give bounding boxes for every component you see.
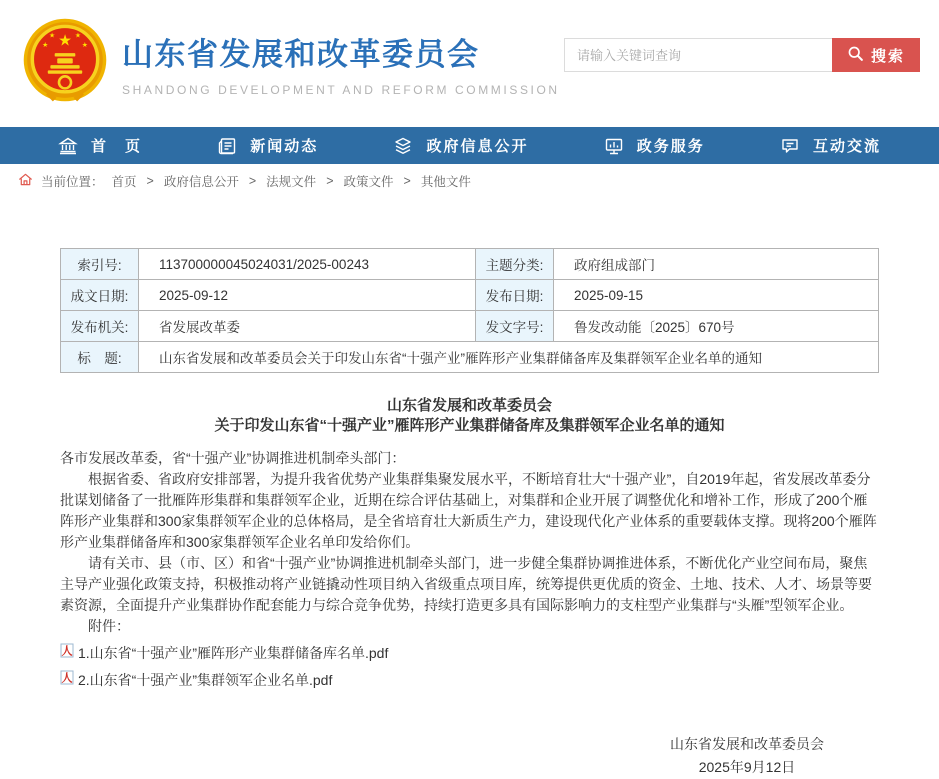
attachments-list [60, 643, 879, 691]
index-number-label: 索引号: [61, 249, 139, 280]
breadcrumb-prefix: 当前位置： [41, 175, 104, 189]
publish-date-label: 发布日期: [476, 280, 554, 311]
nav-label: 政务服务 [636, 138, 705, 155]
crumb-regulations[interactable]: 法规文件 [266, 175, 317, 189]
layers-icon [393, 136, 413, 156]
svg-text:人: 人 [61, 645, 73, 657]
home-icon [18, 172, 33, 190]
issuing-org-value: 省发展改革委 [139, 311, 476, 342]
nav-item-gov-info[interactable] [393, 127, 528, 164]
table-row [61, 342, 879, 373]
svg-text:★: ★ [49, 32, 56, 40]
newspaper-icon [217, 136, 237, 156]
doc-number-value: 鲁发改动能〔2025〕670号 [554, 311, 879, 342]
nav-label: 互动交流 [812, 138, 881, 155]
nav-label: 新闻动态 [250, 138, 319, 155]
search-button-label: 搜索 [870, 47, 905, 65]
signature-date: 2025年9月12日 [698, 758, 796, 775]
search-box [564, 38, 920, 72]
site-title: 山东省发展和改革委员会 [122, 37, 480, 72]
crumb-policy-files[interactable]: 政策文件 [343, 175, 394, 189]
signature-block [60, 733, 879, 779]
chat-bubble-icon [780, 136, 800, 156]
article-content [0, 248, 939, 779]
topic-category-value: 政府组成部门 [554, 249, 879, 280]
table-row [61, 249, 879, 280]
table-row [61, 311, 879, 342]
document-body [60, 448, 879, 691]
national-emblem-logo [22, 17, 108, 103]
svg-text:★: ★ [81, 42, 88, 50]
document-title-line2: 关于印发山东省“十强产业”雁阵形产业集群储备库及集群领军企业名单的通知 [214, 417, 725, 435]
svg-text:★: ★ [42, 42, 49, 50]
issuing-org-label: 发布机关: [61, 311, 139, 342]
crumb-other-files[interactable]: 其他文件 [420, 175, 471, 189]
crumb-gov-info[interactable]: 政府信息公开 [163, 175, 239, 189]
table-row [61, 280, 879, 311]
nav-item-news[interactable] [217, 127, 318, 164]
topic-category-label: 主题分类: [476, 249, 554, 280]
body-paragraph: 根据省委、省政府安排部署，为提升我省优势产业集群集聚发展水平，不断培育壮大“十强产业”，自2019年起，省发展改革委分批谋划储备了一批雁阵形集群和集群领军企业，近期在综合评估基础上，对集群和企业开展了调整优化和增补工作，形成了200个雁阵形产业集群和300家集群领军企业的总体格局，是全省培育壮大新质生产力，建设现代化产业体系的重要载体支撑。现将200个雁阵形产业集群储备库和300家集群领军企业名单印发给你们。 [60, 470, 877, 550]
salutation-paragraph: 各市发展改革委，省“十强产业”协调推进机制牵头部门： [60, 449, 406, 466]
nav-label: 政府信息公开 [426, 138, 529, 155]
attachment-name: 1.山东省“十强产业”雁阵形产业集群储备库名单.pdf [78, 644, 389, 661]
monitor-chart-icon [604, 136, 624, 156]
publish-date-value: 2025-09-15 [554, 280, 879, 311]
index-number-value: 113700000045024031/2025-00243 [139, 249, 476, 280]
written-date-value: 2025-09-12 [139, 280, 476, 311]
signature-org: 山东省发展和改革委员会 [670, 735, 824, 752]
site-header [0, 0, 939, 127]
search-input[interactable] [564, 38, 832, 72]
svg-text:★: ★ [74, 32, 81, 40]
search-icon [847, 45, 864, 66]
document-title [60, 396, 879, 437]
nav-label: 首 页 [91, 138, 143, 155]
written-date-label: 成文日期: [61, 280, 139, 311]
breadcrumb: 当前位置： 首页 > 政府信息公开 > 法规文件 > 政策文件 > 其他文件 [0, 164, 939, 198]
document-title-line1: 山东省发展和改革委员会 [386, 397, 552, 414]
attachment-name: 2.山东省“十强产业”集群领军企业名单.pdf [78, 671, 333, 688]
body-paragraph: 请有关市、县（市、区）和省“十强产业”协调推进机制牵头部门，进一步健全集群协调推进体系，不断优化产业空间布局，聚焦主导产业强化政策支持，积极推动将产业链撬动性项目纳入省级重点项目库，统筹提供更优质的资金、土地、技术、人才、场景等要素资源，全面提升产业集群协作配套能力与综合竞争优势，持续打造更多具有国际影响力的支柱型产业集群与“头雁”型领军企业。 [60, 554, 872, 613]
search-button[interactable] [832, 38, 920, 72]
pdf-icon [60, 670, 74, 691]
document-info-table [60, 248, 879, 373]
doc-title-label: 标 题: [61, 342, 139, 373]
nav-item-home[interactable] [58, 127, 142, 164]
nav-item-services[interactable] [604, 127, 705, 164]
svg-text:人: 人 [61, 672, 73, 684]
nav-item-interaction[interactable] [780, 127, 881, 164]
attachment-link-2[interactable] [60, 670, 879, 691]
pdf-icon [60, 643, 74, 664]
main-nav [0, 127, 939, 164]
attachments-label: 附件： [88, 617, 130, 634]
site-subtitle: SHANDONG DEVELOPMENT AND REFORM COMMISSION [122, 83, 560, 97]
svg-text:★: ★ [58, 32, 72, 50]
doc-number-label: 发文字号: [476, 311, 554, 342]
attachment-link-1[interactable] [60, 643, 879, 664]
home-building-icon [58, 136, 78, 156]
doc-title-value: 山东省发展和改革委员会关于印发山东省“十强产业”雁阵形产业集群储备库及集群领军企业名单的通知 [139, 342, 879, 373]
crumb-home[interactable]: 首页 [111, 175, 137, 189]
